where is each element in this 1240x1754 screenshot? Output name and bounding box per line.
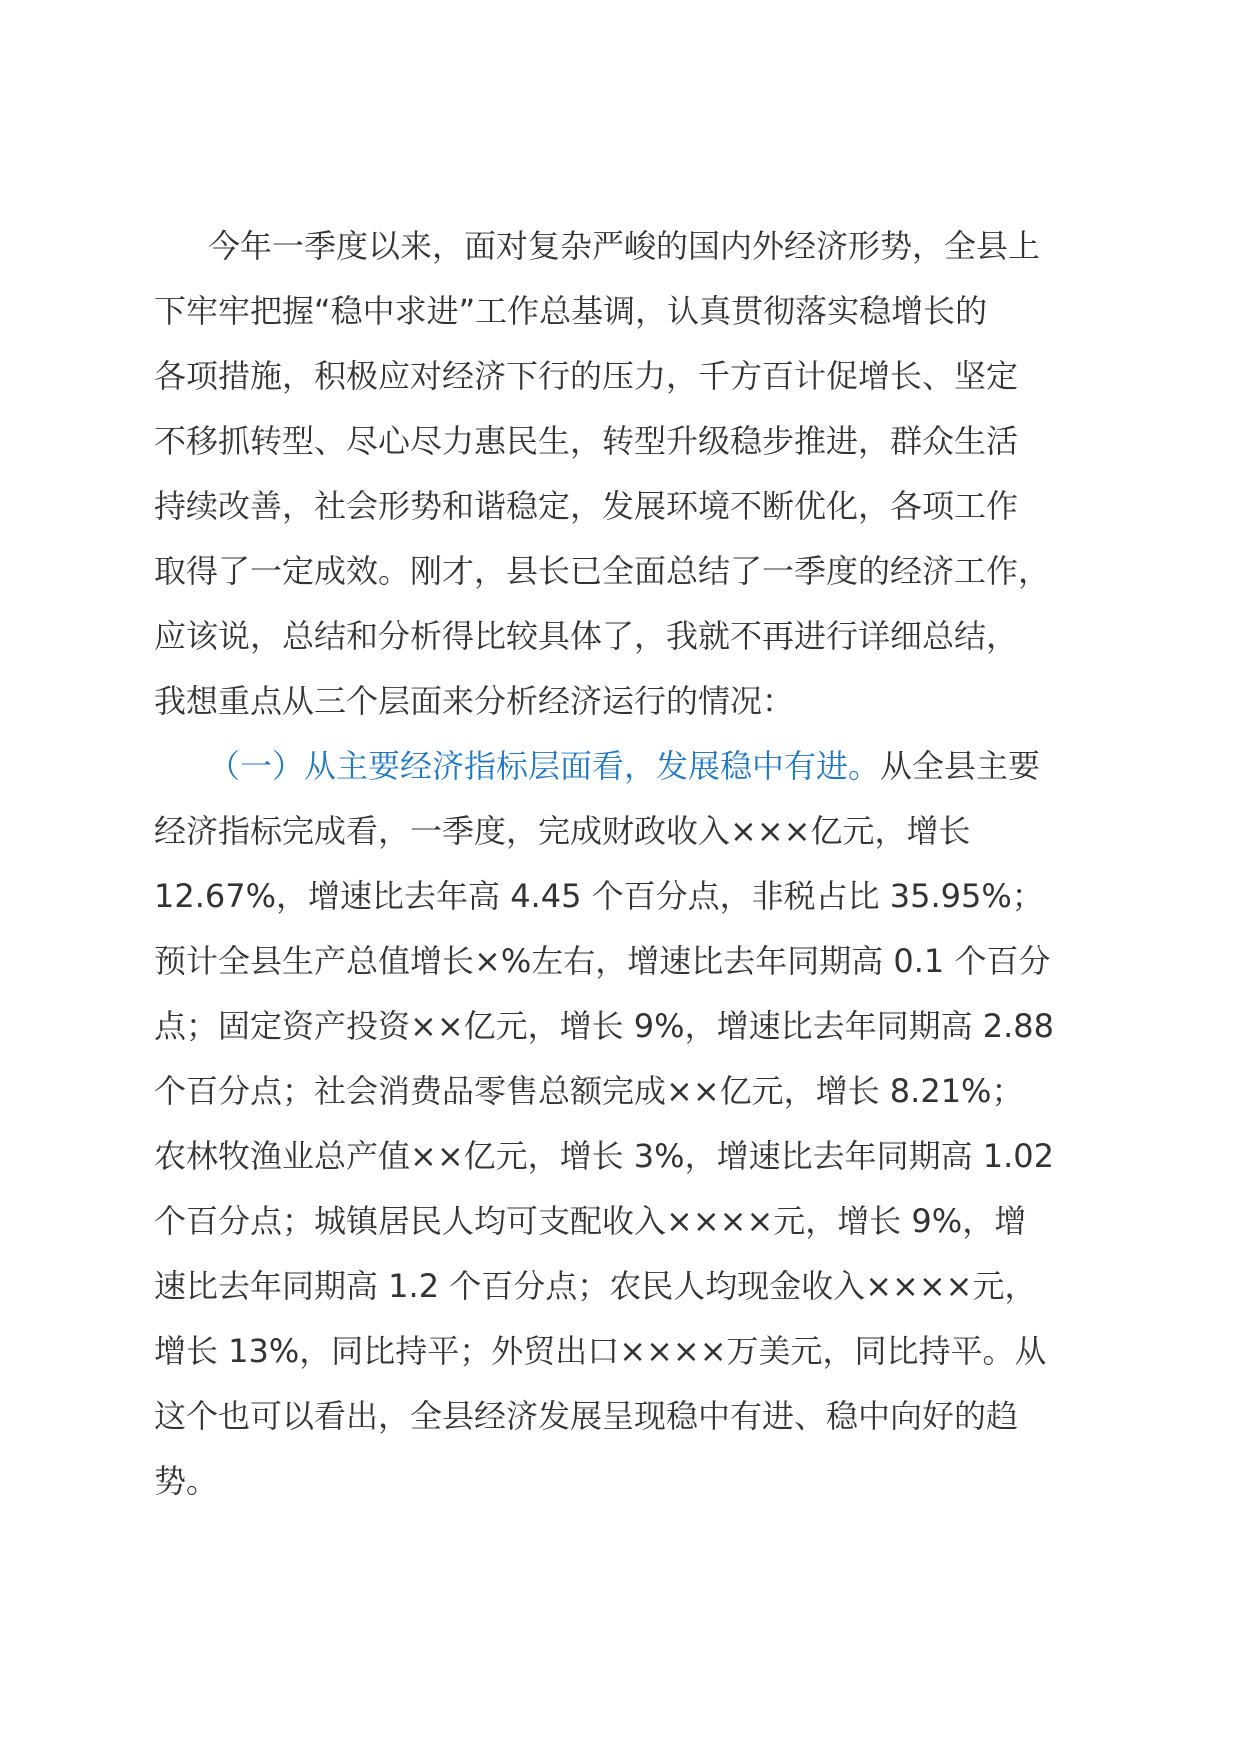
paragraph-line: 个百分点；社会消费品零售总额完成××亿元，增长 8.21%；	[154, 1072, 1024, 1110]
intro-paragraph	[154, 214, 1094, 734]
paragraph-line: 农林牧渔业总产值××亿元，增长 3%，增速比去年同期高 1.02	[154, 1137, 1054, 1175]
paragraph-line: 增长 13%，同比持平；外贸出口××××万美元，同比持平。从	[154, 1332, 1047, 1370]
paragraph-line: 持续改善，社会形势和谐稳定，发展环境不断优化，各项工作	[154, 487, 1019, 525]
paragraph-line: 我想重点从三个层面来分析经济运行的情况：	[154, 682, 795, 720]
paragraph-line: 不移抓转型、尽心尽力惠民生，转型升级稳步推进，群众生活	[154, 422, 1019, 460]
paragraph-line: 个百分点；城镇居民人均可支配收入××××元，增长 9%，增	[154, 1202, 1027, 1240]
paragraph-line: 点；固定资产投资××亿元，增长 9%，增速比去年同期高 2.88	[154, 1007, 1054, 1045]
document-body	[154, 214, 1094, 1514]
section-heading-line	[154, 734, 1094, 799]
paragraph-line: 下牢牢把握“稳中求进”工作总基调，认真贯彻落实稳增长的	[154, 292, 988, 330]
paragraph-line: 预计全县生产总值增长×%左右，增速比去年同期高 0.1 个百分	[154, 942, 1051, 980]
section-heading: （一）从主要经济指标层面看，发展稳中有进。	[208, 747, 881, 785]
paragraph-line: 今年一季度以来，面对复杂严峻的国内外经济形势，全县上	[208, 227, 1041, 265]
paragraph-line: 取得了一定成效。刚才，县长已全面总结了一季度的经济工作，	[154, 552, 1051, 590]
section-one-paragraph	[154, 734, 1094, 1514]
section-heading-continuation: 从全县主要	[880, 747, 1041, 785]
paragraph-line: 这个也可以看出，全县经济发展呈现稳中有进、稳中向好的趋	[154, 1397, 1019, 1435]
paragraph-line: 应该说，总结和分析得比较具体了，我就不再进行详细总结，	[154, 617, 1019, 655]
paragraph-line: 速比去年同期高 1.2 个百分点；农民人均现金收入××××元，	[154, 1267, 1037, 1305]
paragraph-line: 经济指标完成看，一季度，完成财政收入×××亿元，增长	[154, 812, 971, 850]
paragraph-line: 势。	[154, 1462, 219, 1500]
paragraph-line: 12.67%，增速比去年高 4.45 个百分点，非税占比 35.95%；	[154, 877, 1044, 915]
paragraph-line: 各项措施，积极应对经济下行的压力，千方百计促增长、坚定	[154, 357, 1019, 395]
